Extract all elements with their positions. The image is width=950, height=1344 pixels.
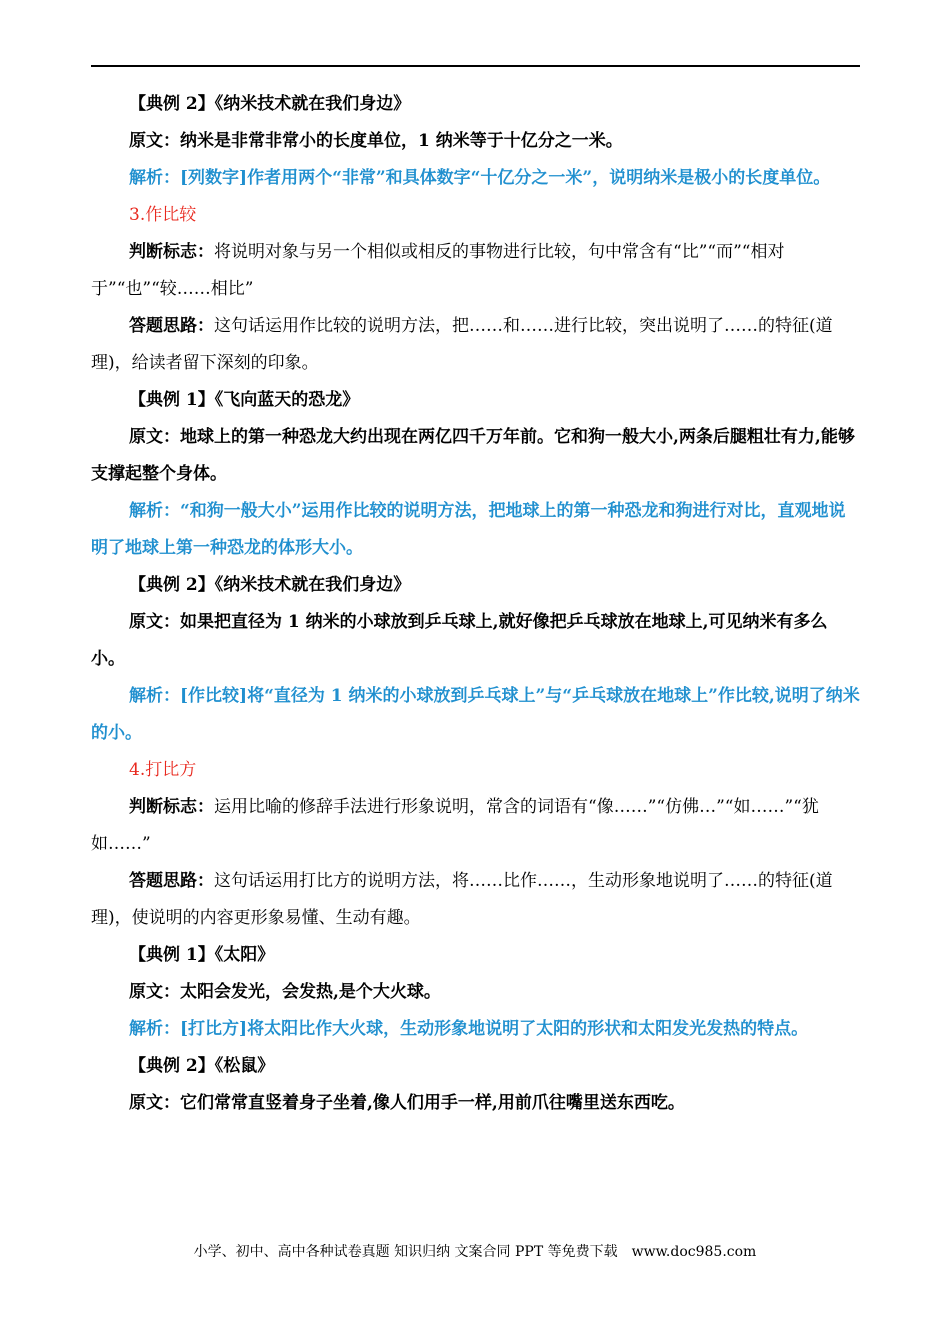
original-text: 原文：纳米是非常非常小的长度单位，1 纳米等于十亿分之一米。 — [129, 131, 623, 151]
section-heading: 4.打比方 — [129, 760, 197, 780]
judgment-sign: 判断标志：运用比喻的修辞手法进行形象说明，常含的词语有“像……”“仿佛…”“如……”“犹如……” — [91, 797, 819, 854]
document-body — [91, 86, 860, 1122]
answer-approach: 答题思路：这句话运用打比方的说明方法，将……比作……，生动形象地说明了……的特征(道理)，使说明的内容更形象易懂、生动有趣。 — [91, 871, 833, 928]
original-text: 原文：如果把直径为 1 纳米的小球放到乒乓球上,就好像把乒乓球放在地球上,可见纳米有多么小。 — [91, 612, 828, 669]
answer-approach: 答题思路：这句话运用作比较的说明方法，把……和……进行比较，突出说明了……的特征(道理)，给读者留下深刻的印象。 — [91, 316, 833, 373]
section-heading: 3.作比较 — [129, 205, 197, 225]
analysis-text: 解析：[作比较]将“直径为 1 纳米的小球放到乒乓球上”与“乒乓球放在地球上”作比较,说明了纳米的小。 — [91, 686, 860, 743]
example-title: 【典例 2】《纳米技术就在我们身边》 — [129, 575, 411, 595]
example-title: 【典例 2】《松鼠》 — [129, 1056, 275, 1076]
page-footer: 小学、初中、高中各种试卷真题 知识归纳 文案合同 PPT 等免费下载 www.doc985.com — [193, 1244, 757, 1260]
original-text: 原文：地球上的第一种恐龙大约出现在两亿四千万年前。它和狗一般大小,两条后腿粗壮有力,能够支撑起整个身体。 — [91, 427, 855, 484]
analysis-text: 解析：“和狗一般大小”运用作比较的说明方法，把地球上的第一种恐龙和狗进行对比，直观地说明了地球上第一种恐龙的体形大小。 — [91, 501, 846, 558]
original-text: 原文：它们常常直竖着身子坐着,像人们用手一样,用前爪往嘴里送东西吃。 — [129, 1093, 685, 1113]
example-title: 【典例 1】《飞向蓝天的恐龙》 — [129, 390, 360, 410]
original-text: 原文：太阳会发光，会发热,是个大火球。 — [129, 982, 441, 1002]
judgment-sign: 判断标志：将说明对象与另一个相似或相反的事物进行比较，句中常含有“比”“而”“相对于”“也”“较……相比” — [91, 242, 785, 299]
header-rule — [91, 65, 860, 67]
analysis-text: 解析：[列数字]作者用两个“非常”和具体数字“十亿分之一米”，说明纳米是极小的长度单位。 — [129, 168, 831, 188]
example-title: 【典例 1】《太阳》 — [129, 945, 275, 965]
example-title: 【典例 2】《纳米技术就在我们身边》 — [129, 94, 411, 114]
analysis-text: 解析：[打比方]将太阳比作大火球，生动形象地说明了太阳的形状和太阳发光发热的特点。 — [129, 1019, 809, 1039]
